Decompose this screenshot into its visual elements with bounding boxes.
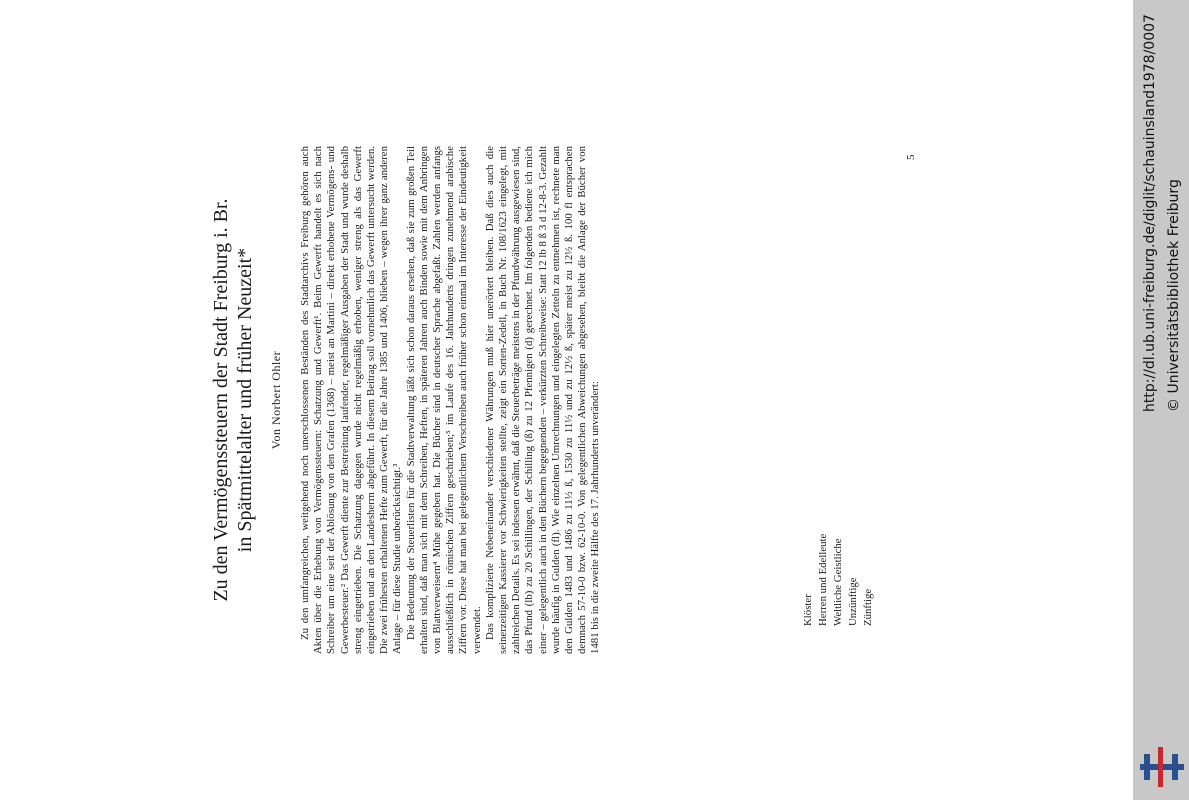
paragraph-2: Die Bedeutung der Steuerlisten für die Stadtverwaltung läßt sich schon daraus ersehen, daß sie zum großen Teil erhalten sind, daß man sich mit dem Schreiben, Heften, in späteren Jahren auch Binden sowie mit dem Anbringen von Blattverweisern⁴ Mühe gegeben hat. Die Bücher sind in deutscher Sprache abgefaßt. Zahlen werden anfangs ausschließlich in römischen Ziffern geschrieben;⁵ im Laufe des 16. Jahrhunderts dringen zunehmend arabische Ziffern vor. Diese hat man bei gelegentlichem Verschreiben auch früher schon einmal im Interesse der Eindeutigkeit verwendet. xyxy=(404,146,483,654)
article-body xyxy=(299,146,603,654)
category-list xyxy=(801,340,876,640)
title-line-1: Zu den Vermögenssteuern der Stadt Freiburg i. Br. xyxy=(210,198,232,602)
copyright-notice: © Universitätsbibliothek Freiburg xyxy=(1166,179,1182,412)
source-url-link[interactable]: http://dl.ub.uni-freiburg.de/diglit/schauinsland1978/0007 xyxy=(1142,14,1158,412)
page-number: 5 xyxy=(905,154,917,160)
paragraph-3: Das komplizierte Nebeneinander verschiedener Währungen muß hier unerörtert bleiben. Daß dies auch die seinerzeitigen Kassierer vor Schwierigkeiten stellte, zeigt ein Sorten-Zedell, in Buch Nr. 108/1623 eingelegt, mit zahlreichen Details. Es sei indessen erwähnt, daß die Steuerbeträge meistens in der Pfundwährung ausgewiesen sind, das Pfund (lb) zu 20 Schillingen, der Schilling (ß) zu 12 Pfennigen (d) gerechnet. Im folgenden bediene ich mich einer – gelegentlich auch in den Büchern begegnenden – verkürzten Schreibweise: Statt 12 lb 8 ß 3 d 12-8-3. Gezahlt wurde häufig in Gulden (fl). Wie einzelnen Umrechnungen und eingelegten Zetteln zu entnehmen ist, rechnete man den Gulden 1483 und 1486 zu 11½ ß, 1530 zu 11½ und zu 12½ ß, später meist zu 12½ ß. 100 fl entsprachen demnach 57-10-0 bzw. 62-10-0. Von gelegentlichen Abweichungen abgesehen, bleibt die Anlage der Bücher von 1481 bis in die zweite Hälfte des 17. Jahrhunderts unverändert: xyxy=(483,146,602,654)
list-item: Herren und Edelleute xyxy=(817,533,829,626)
list-item: Zünftige xyxy=(862,588,874,626)
logo-bar-left xyxy=(1144,754,1150,780)
list-item: Unzünftige xyxy=(847,577,859,626)
article-title xyxy=(209,0,257,800)
document-page xyxy=(205,0,925,800)
list-item: Klöster xyxy=(802,594,814,626)
paragraph-1: Zu den umfangreichen, weitgehend noch unerschlossenen Beständen des Stadtarchivs Freiburg gehören auch Akten über die Erhebung von Vermögenssteuern: Schatzung und Gewerft¹. Beim Gewerft handelt es sich nach Schreiber um eine seit der Ablösung von den Grafen (1368) – meist an Martini – direkt erhobene Vermögens- und Gewerbesteuer.² Das Gewerft diente zur Bestreitung laufender, regelmäßiger Ausgaben der Stadt und wurde deshalb streng eingetrieben. Die Schatzung dagegen wurde nicht regelmäßig erhoben, weniger streng als das Gewerft eingetrieben und an den Landesherrn abgeführt. In diesem Beitrag soll vornehmlich das Gewerft untersucht werden. Die zwei frühesten erhaltenen Hefte zum Gewerft, für die Jahre 1385 und 1406, blieben – wegen ihrer ganz anderen Anlage – für diese Studie unberücksichtigt.³ xyxy=(299,146,404,654)
title-line-2: in Spätmittelalter und früher Neuzeit* xyxy=(234,247,256,553)
logo-bar-right xyxy=(1172,754,1178,780)
list-item: Weltliche Geistliche xyxy=(832,538,844,626)
ub-freiburg-logo-icon xyxy=(1140,745,1184,789)
logo-bar-center xyxy=(1158,747,1163,787)
article-author: Von Norbert Ohler xyxy=(269,350,283,450)
